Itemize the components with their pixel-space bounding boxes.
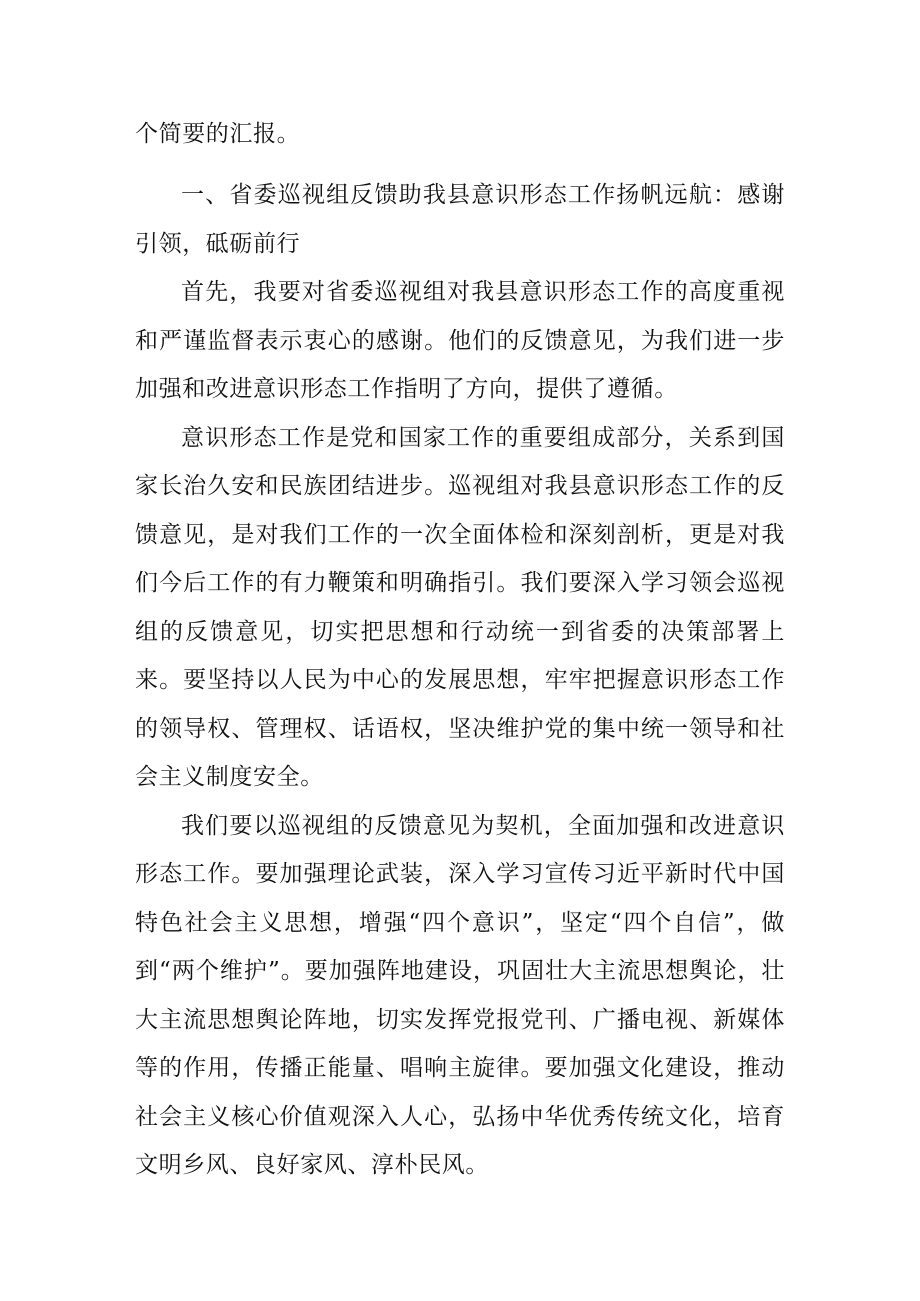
body-text [135,171,785,1190]
section-heading: 一、省委巡视组反馈助我县意识形态工作扬帆远航：感谢引领，砥砺前行 [135,182,785,257]
body-text-continuation [135,110,785,159]
paragraph-closing-line: 个简要的汇报。 [135,121,301,147]
paragraph-measures: 我们要以巡视组的反馈意见为契机，全面加强和改进意识形态工作。要加强理论武装，深入学习宣传习近平新时代中国特色社会主义思想，增强“四个意识”，坚定“四个自信”，做到“两个维护”。要加强阵地建设，巩固壮大主流思想舆论，壮大主流思想舆论阵地，切实发挥党报党刊、广播电视、新媒体等的作用，传播正能量、唱响主旋律。要加强文化建设，推动社会主义核心价值观深入人心，弘扬中华优秀传统文化，培育文明乡风、良好家风、淳朴民风。 [135,812,785,1178]
paragraph-thanks: 首先，我要对省委巡视组对我县意识形态工作的高度重视和严谨监督表示衷心的感谢。他们的反馈意见，为我们进一步加强和改进意识形态工作指明了方向，提供了遵循。 [135,279,785,402]
paragraph-importance: 意识形态工作是党和国家工作的重要组成部分，关系到国家长治久安和民族团结进步。巡视组对我县意识形态工作的反馈意见，是对我们工作的一次全面体检和深刻剖析，更是对我们今后工作的有力鞭策和明确指引。我们要深入学习领会巡视组的反馈意见，切实把思想和行动统一到省委的决策部署上来。要坚持以人民为中心的发展思想，牢牢把握意识形态工作的领导权、管理权、话语权，坚决维护党的集中统一领导和社会主义制度安全。 [135,424,785,790]
